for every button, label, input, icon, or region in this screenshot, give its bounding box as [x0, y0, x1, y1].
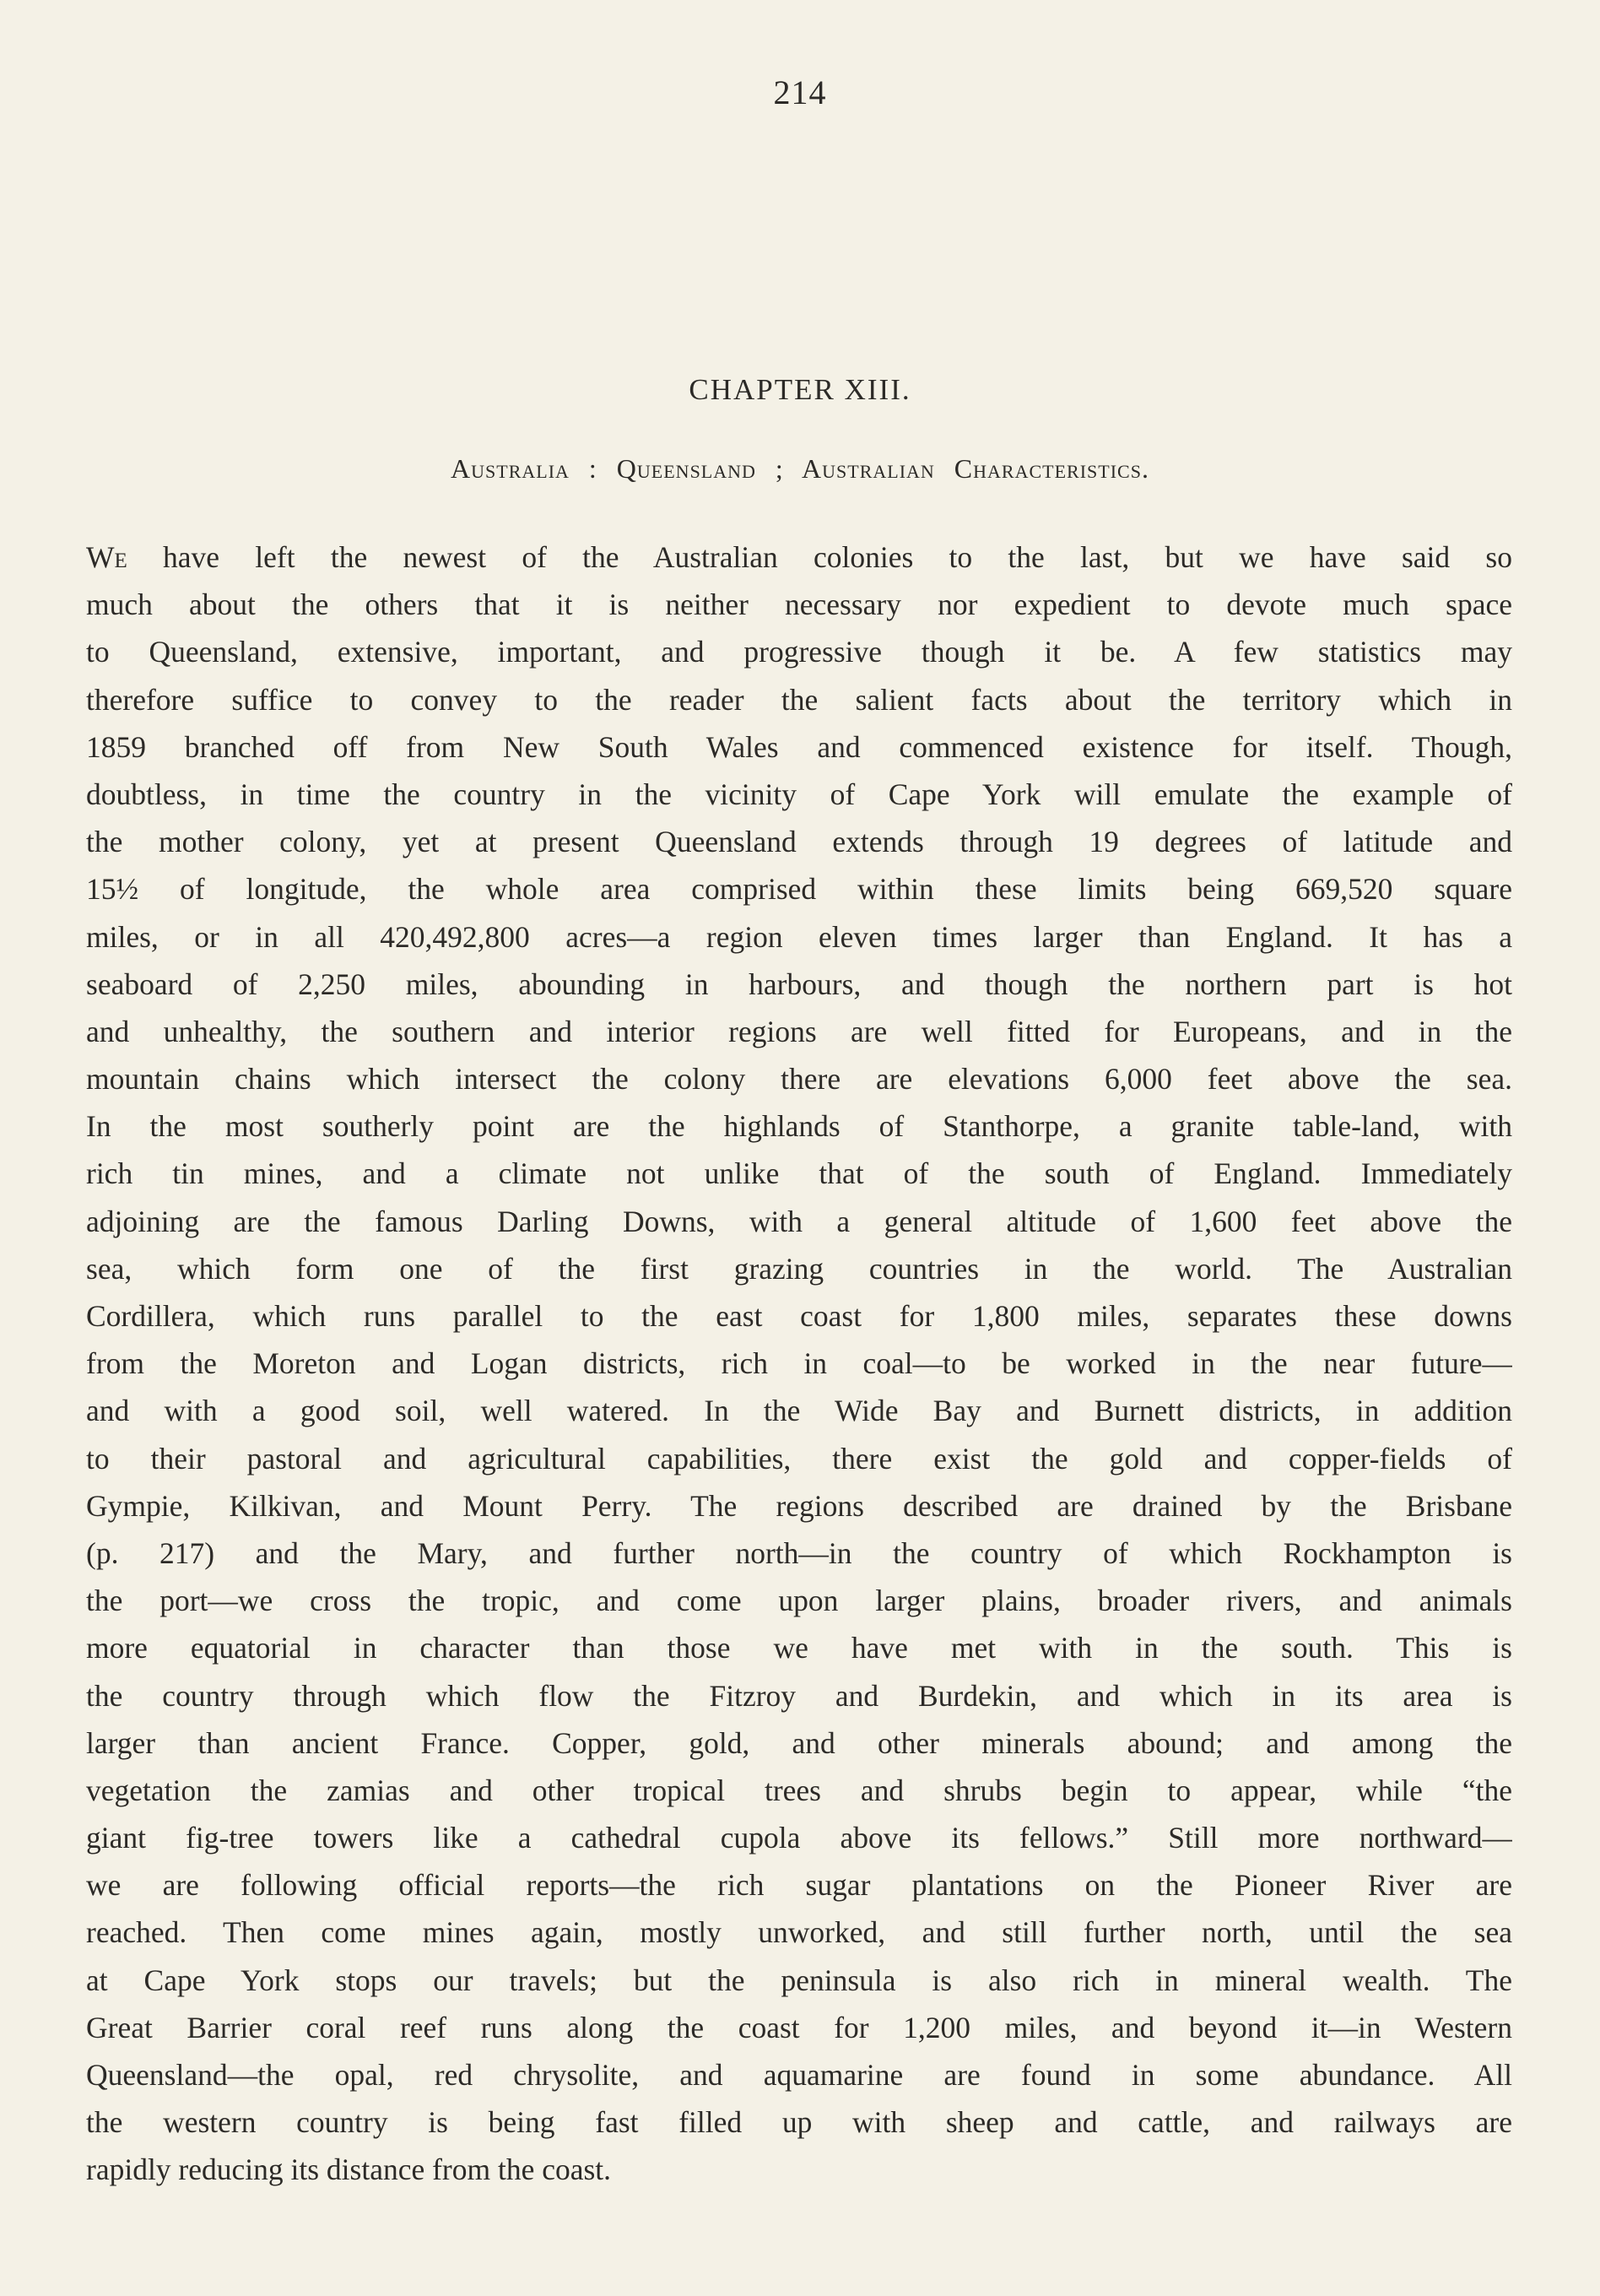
text-line: at Cape York stops our travels; but the peninsula is also rich in mineral wealth. The — [86, 1963, 1512, 1997]
text-line: (p. 217) and the Mary, and further north—in the country of which Rockhampton is — [86, 1535, 1512, 1570]
text-line-last: rapidly reducing its distance from the coast. — [86, 2152, 612, 2187]
text-line: In the most southerly point are the highlands of Stanthorpe, a granite table-land, with — [86, 1109, 1512, 1144]
text-line: rich tin mines, and a climate not unlike that of the south of England. Immediately — [86, 1156, 1512, 1191]
text-line: larger than ancient France. Copper, gold, and other minerals abound; and among the — [86, 1725, 1512, 1760]
text-line: to Queensland, extensive, important, and progressive though it be. A few statistics may — [86, 635, 1512, 669]
text-line: mountain chains which intersect the colony there are elevations 6,000 feet above the sea. — [86, 1062, 1512, 1097]
text-line: the port—we cross the tropic, and come upon larger plains, broader rivers, and animals — [86, 1584, 1512, 1618]
page-number: 214 — [773, 73, 827, 111]
text-line: Great Barrier coral reef runs along the coast for 1,200 miles, and beyond it—in Western — [86, 2010, 1512, 2044]
text-line: the country through which flow the Fitzroy and Burdekin, and which in its area is — [86, 1678, 1512, 1713]
text-line: vegetation the zamias and other tropical trees and shrubs begin to appear, while “the — [86, 1773, 1512, 1807]
text-line: reached. Then come mines again, mostly unworked, and still further north, until the sea — [86, 1915, 1512, 1950]
text-line: miles, or in all 420,492,800 acres—a region eleven times larger than England. It has a — [86, 919, 1512, 954]
text-line-content: have left the newest of the Australian colonies to the last, but we have said so — [127, 540, 1512, 574]
text-line: giant fig-tree towers like a cathedral cupola above its fellows.” Still more northward— — [86, 1821, 1512, 1855]
text-line: sea, which form one of the first grazing countries in the world. The Australian — [86, 1251, 1512, 1286]
text-line: we are following official reports—the rich sugar plantations on the Pioneer River are — [86, 1868, 1512, 1903]
chapter-title: CHAPTER XIII. — [689, 373, 911, 406]
text-line: and with a good soil, well watered. In the Wide Bay and Burnett districts, in addition — [86, 1394, 1512, 1428]
body-paragraph — [86, 533, 1512, 2194]
text-line — [86, 533, 1512, 581]
text-line: from the Moreton and Logan districts, rich in coal—to be worked in the near future— — [86, 1346, 1512, 1381]
text-line: 15½ of longitude, the whole area comprised within these limits being 669,520 square — [86, 872, 1512, 907]
text-line: doubtless, in time the country in the vicinity of Cape York will emulate the example of — [86, 777, 1512, 811]
text-line: to their pastoral and agricultural capabilities, there exist the gold and copper-fields of — [86, 1441, 1512, 1476]
text-line: Gympie, Kilkivan, and Mount Perry. The regions described are drained by the Brisbane — [86, 1488, 1512, 1523]
text-line: seaboard of 2,250 miles, abounding in harbours, and though the northern part is hot — [86, 967, 1512, 1001]
lead-word: We — [86, 540, 127, 574]
text-line: the mother colony, yet at present Queensland extends through 19 degrees of latitude and — [86, 825, 1512, 859]
text-line: the western country is being fast filled up with sheep and cattle, and railways are — [86, 2105, 1512, 2140]
text-line: adjoining are the famous Darling Downs, with a general altitude of 1,600 feet above the — [86, 1204, 1512, 1238]
text-line: more equatorial in character than those we have met with in the south. This is — [86, 1631, 1512, 1665]
text-line: Cordillera, which runs parallel to the east coast for 1,800 miles, separates these downs — [86, 1299, 1512, 1333]
chapter-subtitle: Australia : Queensland ; Australian Characteristics. — [451, 453, 1149, 484]
text-line: much about the others that it is neither necessary nor expedient to devote much space — [86, 588, 1512, 622]
text-line: and unhealthy, the southern and interior regions are well fitted for Europeans, and in the — [86, 1014, 1512, 1048]
text-line: Queensland—the opal, red chrysolite, and aquamarine are found in some abundance. All — [86, 2058, 1512, 2092]
text-line: therefore suffice to convey to the reader the salient facts about the territory which in — [86, 682, 1512, 717]
text-line: 1859 branched off from New South Wales and commenced existence for itself. Though, — [86, 729, 1512, 764]
